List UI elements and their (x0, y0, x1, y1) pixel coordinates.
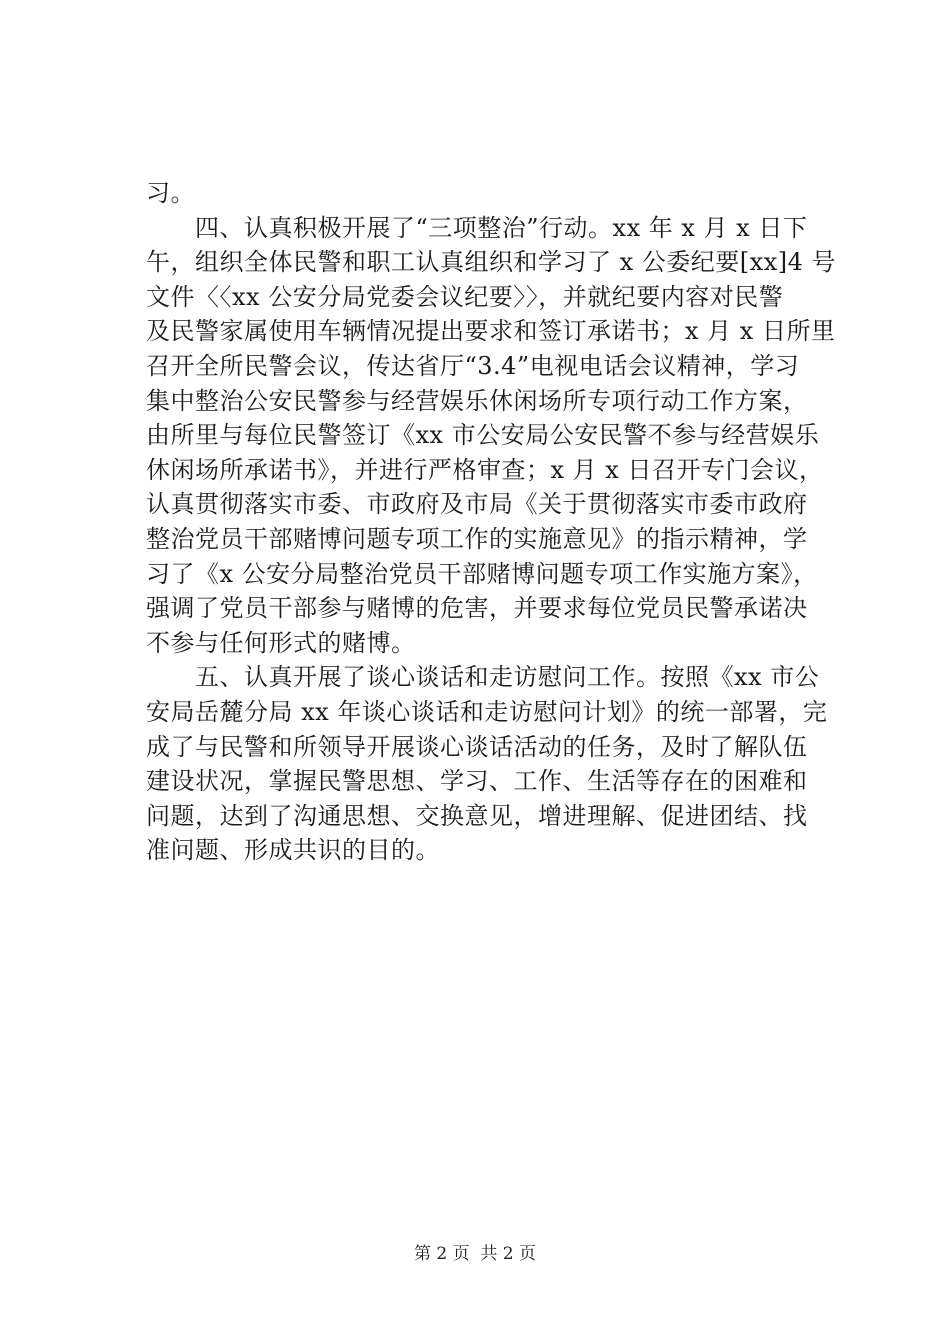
text-line: 建设状况，掌握民警思想、学习、工作、生活等存在的困难和 (146, 767, 808, 796)
page-footer (0, 1242, 950, 1266)
text-line: 及民警家属使用车辆情况提出要求和签订承诺书；x 月 x 日所里 (146, 317, 836, 346)
text-line: 由所里与每位民警签订《xx 市公安局公安民警不参与经营娱乐 (146, 421, 820, 450)
text-line: 不参与任何形式的赌博。 (146, 628, 416, 657)
text-line: 习了《x 公安分局整治党员干部赌博问题专项工作实施方案》， (146, 559, 818, 588)
text-line: 准问题、形成共识的目的。 (146, 836, 440, 865)
text-line: 五、认真开展了谈心谈话和走访慰问工作。按照《xx 市公 (146, 663, 820, 692)
text-line: 集中整治公安民警参与经营娱乐休闲场所专项行动工作方案， (146, 386, 808, 415)
text-line: 成了与民警和所领导开展谈心谈话活动的任务，及时了解队伍 (146, 732, 808, 761)
text-line: 认真贯彻落实市委、市政府及市局《关于贯彻落实市委市政府 (146, 490, 808, 519)
text-line: 文件〈〈xx 公安分局党委会议纪要〉〉，并就纪要内容对民警 (146, 282, 784, 311)
text-line: 问题，达到了沟通思想、交换意见，增进理解、促进团结、找 (146, 801, 808, 830)
text-line: 午，组织全体民警和职工认真组织和学习了 x 公委纪要[xx]4 号 (146, 248, 836, 277)
page-number: 第 2 页 共 2 页 (413, 1244, 537, 1264)
text-line: 强调了党员干部参与赌博的危害，并要求每位党员民警承诺决 (146, 594, 808, 623)
text-line: 习。 (146, 179, 195, 207)
text-line: 安局岳麓分局 xx 年谈心谈话和走访慰问计划》的统一部署，完 (146, 697, 828, 726)
text-line: 四、认真积极开展了“三项整治”行动。xx 年 x 月 x 日下 (146, 213, 808, 242)
text-line: 召开全所民警会议，传达省厅“3.4”电视电话会议精神，学习 (146, 351, 800, 380)
document-body (146, 176, 836, 868)
text-line: 整治党员干部赌博问题专项工作的实施意见》的指示精神，学 (146, 524, 808, 553)
text-line: 休闲场所承诺书》，并进行严格审查；x 月 x 日召开专门会议， (146, 455, 824, 484)
